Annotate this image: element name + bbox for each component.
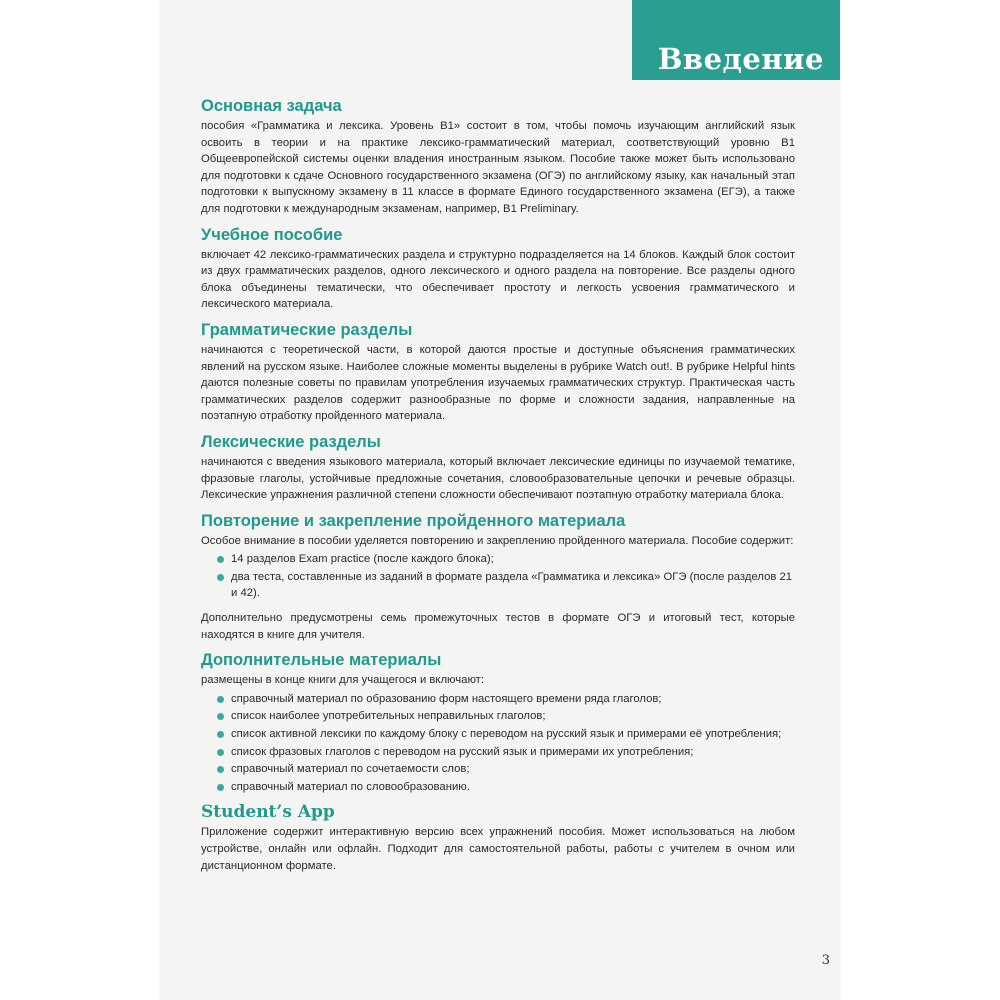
list-item [217, 551, 795, 568]
bullet-icon [217, 713, 224, 720]
list-item-text: 14 разделов Exam practice (после каждого блока); [231, 553, 494, 566]
document-content [201, 96, 795, 881]
section-heading: Основная задача [201, 97, 342, 115]
list-item [217, 708, 795, 725]
section-outro: Дополнительно предусмотрены семь промежуточных тестов в формате ОГЭ и итоговый тест, которые находятся в книге для учителя. [201, 612, 795, 641]
bullet-icon [217, 731, 224, 738]
list-item-text: справочный материал по сочетаемости слов; [231, 763, 470, 776]
section-paragraph: начинаются с теоретической части, в которой даются простые и доступные объяснения грамматических явлений на русском языке. Наиболее сложные моменты выделены в рубрике Watch out!. В рубрике Helpful hints даются полезные советы по правилам употребления изучаемых грамматических структур. Практическая часть грамматических разделов содержит разнообразные по форме и сложности задания, направленные на поэтапную отработку пройденного материала. [201, 343, 795, 423]
section-heading: Student’s App [201, 802, 335, 823]
bullet-icon [217, 784, 224, 791]
list-item [217, 691, 795, 708]
section-main-task [201, 96, 795, 218]
section-paragraph: включает 42 лексико-грамматических раздела и структурно подразделяется на 14 блоков. Каждый блок состоит из двух грамматических разделов, одного лексического и одного раздела на повторение. Все разделы одного блока объединены тематически, что обеспечивает простоту и легкость усвоения грамматического и лексического материала. [201, 248, 795, 311]
list-item [217, 726, 795, 743]
section-heading: Лексические разделы [201, 432, 381, 451]
section-heading: Дополнительные материалы [201, 651, 442, 670]
section-grammar [201, 320, 795, 425]
bullet-icon [217, 696, 224, 703]
list-item-text: список наиболее употребительных неправильных глаголов; [231, 710, 546, 723]
section-paragraph: пособия «Грамматика и лексика. Уровень В1» состоит в том, чтобы помочь изучающим английский язык освоить в теории и на практике лексико-грамматический материал, соответствующий уровню В1 Общеевропейской системы оценки владения иностранным языком. Пособие также может быть использовано для подготовки к сдаче Основного государственного экзамена (ОГЭ) по английскому языку, как начальный этап подготовки к выпускному экзамену в 11 классе в формате Единого государственного экзамена (ЕГЭ), а также для подготовки к международным экзаменам, например, B1 Preliminary. [201, 120, 795, 215]
title-banner [632, 0, 840, 80]
section-intro: Особое внимание в пособии уделяется повторению и закреплению пройденного материала. Пособие содержит: [201, 534, 794, 547]
list-item-text: два теста, составленные из заданий в формате раздела «Грамматика и лексика» ОГЭ (после разделов 21 и 42). [231, 570, 793, 600]
list-item-text: справочный материал по словообразованию. [231, 780, 470, 793]
section-revision [201, 511, 795, 644]
list-item-text: справочный материал по образованию форм настоящего времени ряда глаголов; [231, 692, 662, 705]
section-paragraph: Приложение содержит интерактивную версию всех упражнений пособия. Может использоваться на любом устройстве, онлайн или офлайн. Подходит для самостоятельной работы, работы с учителем в очном или дистанционном формате. [201, 826, 795, 872]
list-item-text: список активной лексики по каждому блоку с переводом на русский язык и примерами её употребления; [231, 728, 782, 741]
list-item [217, 779, 795, 796]
bullet-list [201, 691, 795, 796]
list-item [217, 761, 795, 778]
list-item [217, 744, 795, 761]
section-heading: Грамматические разделы [201, 320, 413, 339]
section-textbook [201, 225, 795, 313]
section-heading: Учебное пособие [201, 225, 343, 244]
bullet-icon [217, 556, 224, 563]
page-title: Введение [657, 42, 824, 76]
bullet-list [201, 551, 795, 602]
document-page [160, 0, 840, 1000]
page-number: 3 [821, 953, 830, 968]
section-vocabulary [201, 432, 795, 504]
section-extra-materials [201, 650, 795, 795]
section-heading: Повторение и закрепление пройденного материала [201, 511, 626, 530]
bullet-icon [217, 749, 224, 756]
bullet-icon [217, 574, 224, 581]
section-intro: размещены в конце книги для учащегося и включают: [201, 674, 484, 687]
bullet-icon [217, 766, 224, 773]
list-item-text: список фразовых глаголов с переводом на русский язык и примерами их употребления; [231, 745, 694, 758]
list-item [217, 569, 795, 602]
section-paragraph: начинаются с введения языкового материала, который включает лексические единицы по изучаемой тематике, фразовые глаголы, устойчивые предложные сочетания, словообразовательные цепочки и речевые образцы. Лексические упражнения различной степени сложности обеспечивают поэтапную отработку материала блока. [201, 455, 795, 502]
section-students-app [201, 802, 795, 874]
